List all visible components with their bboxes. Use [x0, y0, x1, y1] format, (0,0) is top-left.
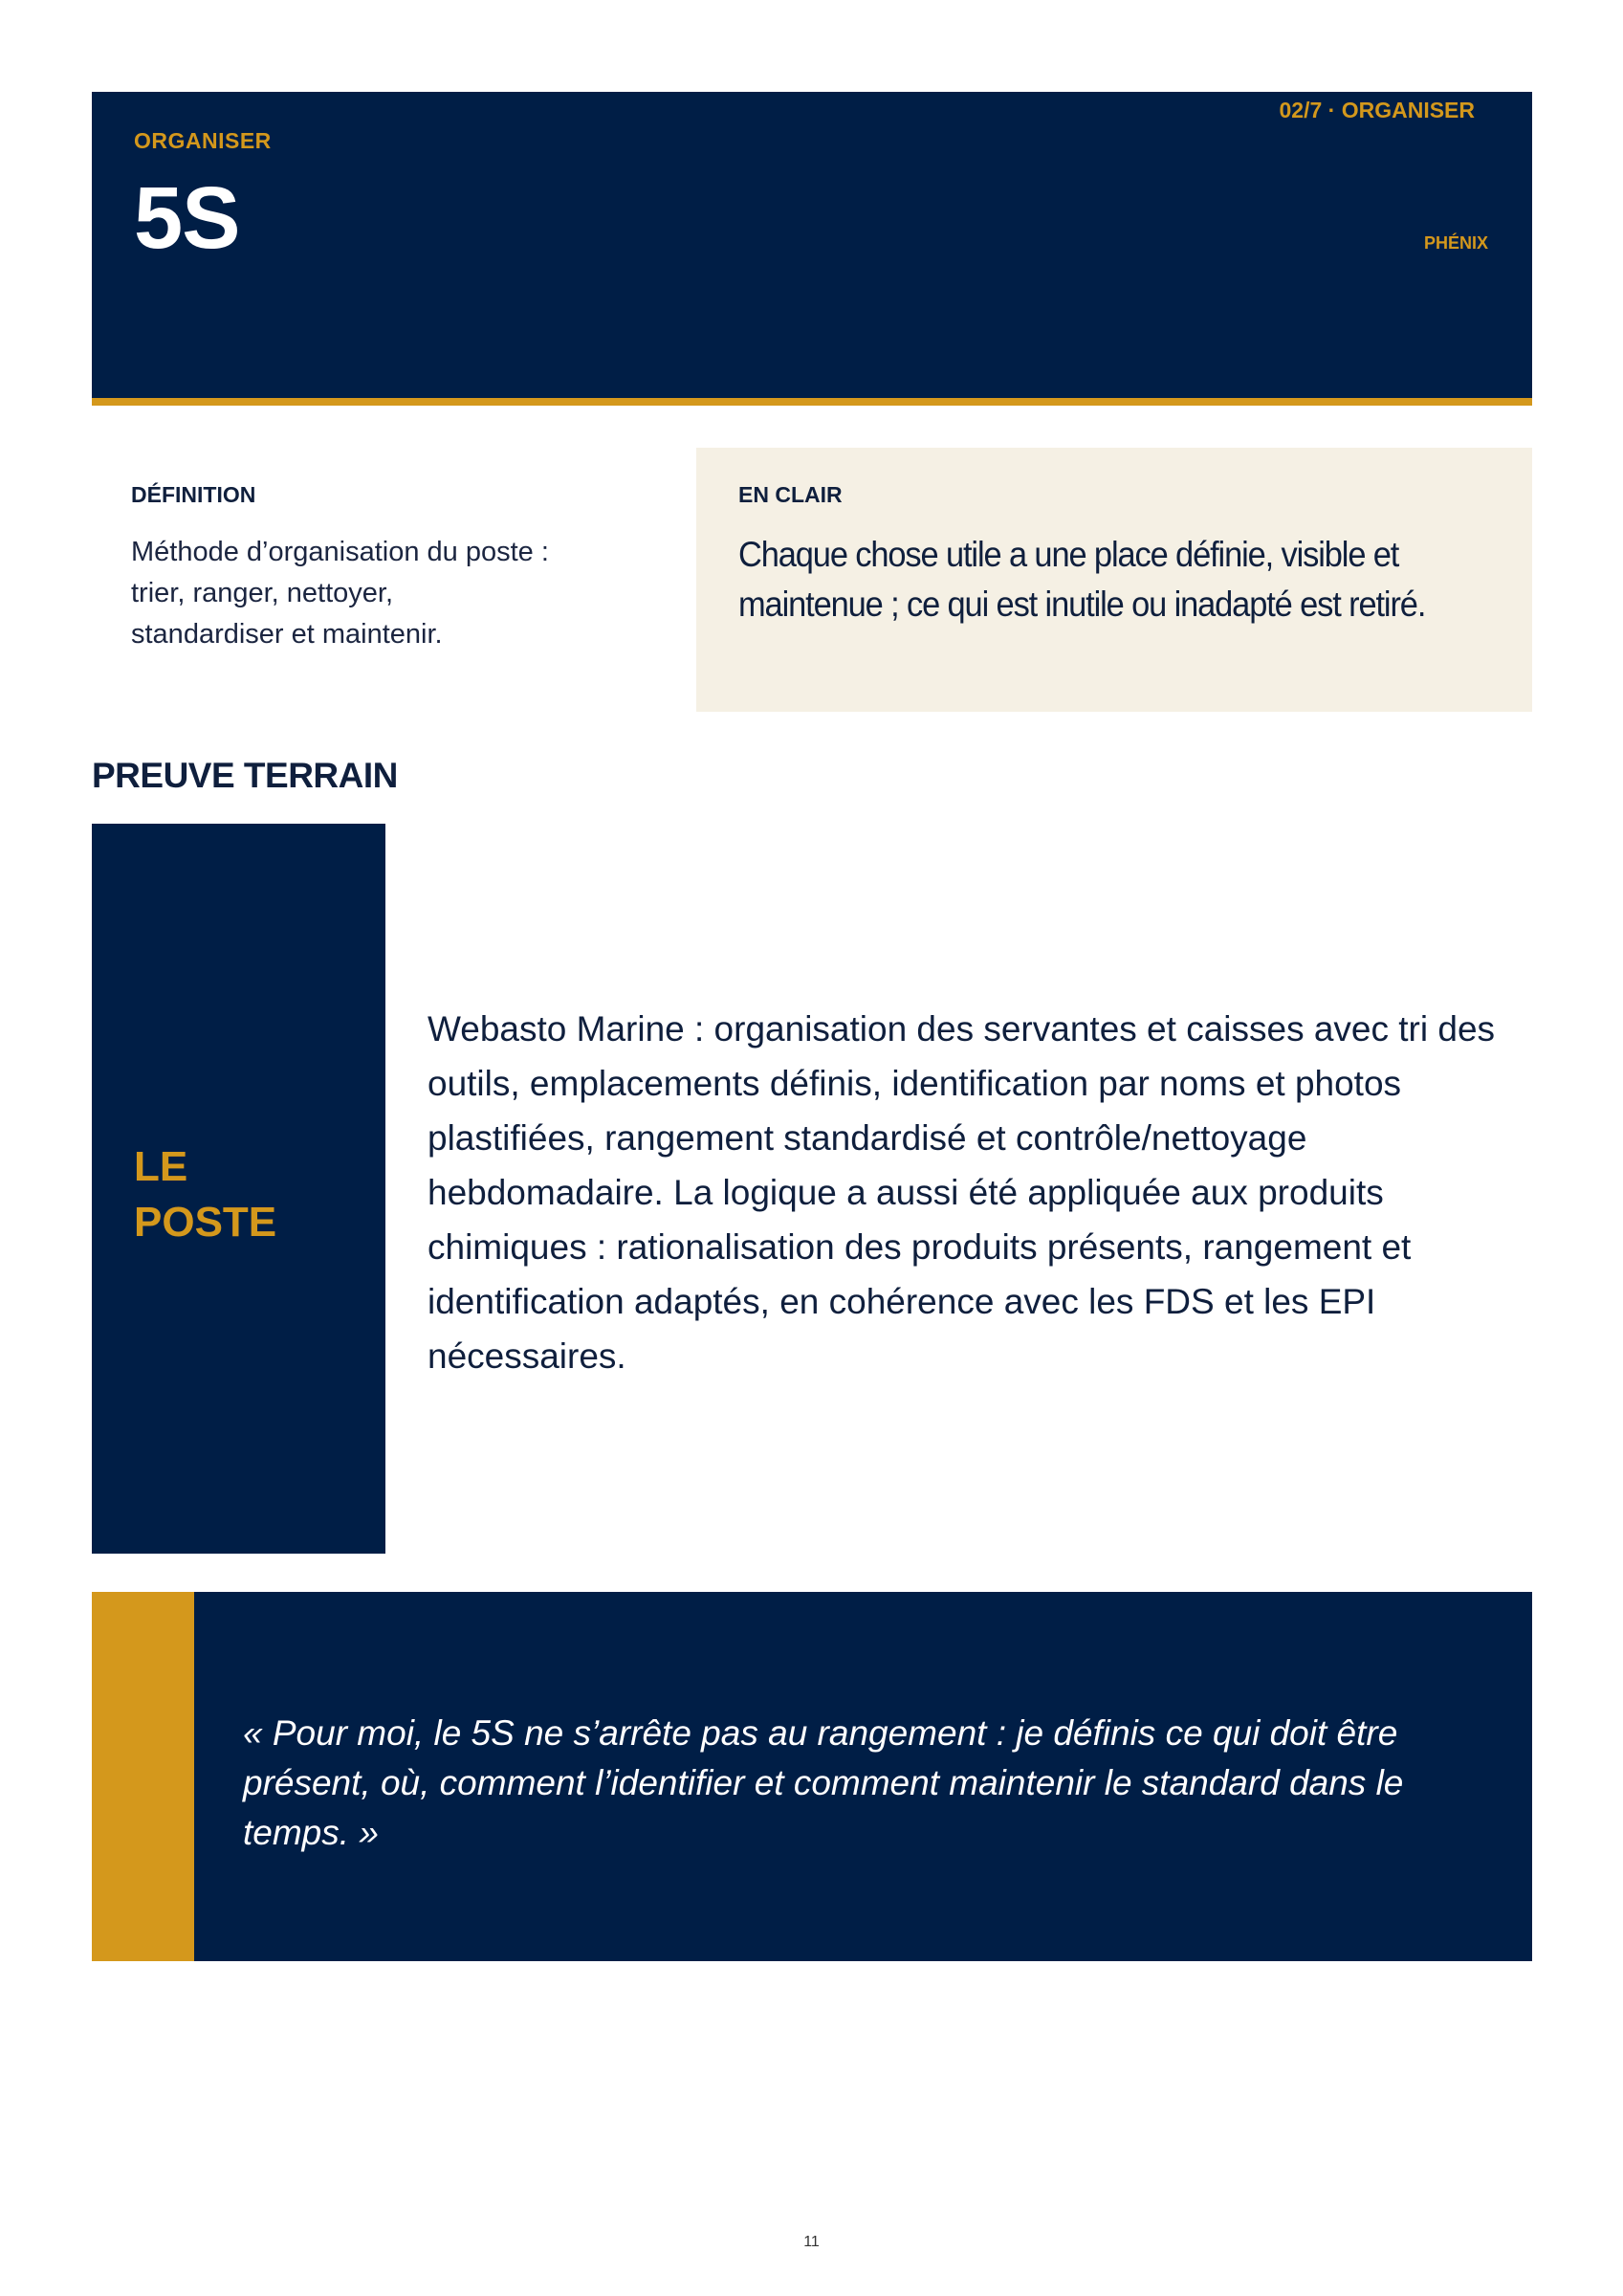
en-clair-text: Chaque chose utile a une place définie, visible et maintenue ; ce qui est inutile ou inadapté est retiré. [738, 535, 1426, 624]
en-clair-label: EN CLAIR [738, 482, 843, 507]
poste-block [92, 824, 385, 1554]
proof-section-title: PREUVE TERRAIN [92, 756, 398, 795]
section-kicker: ORGANISER [134, 128, 272, 153]
page-number: 11 [803, 2234, 820, 2250]
poste-label-line2: POSTE [134, 1199, 277, 1246]
poste-label [134, 1139, 325, 1250]
en-clair-box [696, 448, 1532, 712]
quote-accent-bar [92, 1592, 194, 1961]
page-title: 5S [134, 169, 240, 267]
quote-box [194, 1592, 1532, 1961]
definition-text: Méthode d’organisation du poste : trier, ranger, nettoyer, standardiser et maintenir. [131, 537, 549, 650]
quote-text: « Pour moi, le 5S ne s’arrête pas au rangement : je définis ce qui doit être présent, où, comment l’identifier et comment maintenir le standard dans le temps. » [243, 1713, 1404, 1852]
proof-text: Webasto Marine : organisation des servantes et caisses avec tri des outils, emplacements définis, identification par noms et photos plastifiées, rangement standardisé et contrôle/nettoyage hebdomadaire. La logique a aussi été appliquée aux produits chimiques : rationalisation des produits présents, rangement et identification adaptés, en cohérence avec les FDS et les EPI nécessaires. [428, 1009, 1496, 1376]
poste-label-line1: LE [134, 1143, 188, 1190]
page-reference: 02/7 · ORGANISER [1279, 98, 1475, 122]
brand-label: PHÉNIX [1423, 233, 1488, 253]
header-banner [92, 92, 1532, 406]
definition-label: DÉFINITION [131, 482, 256, 507]
